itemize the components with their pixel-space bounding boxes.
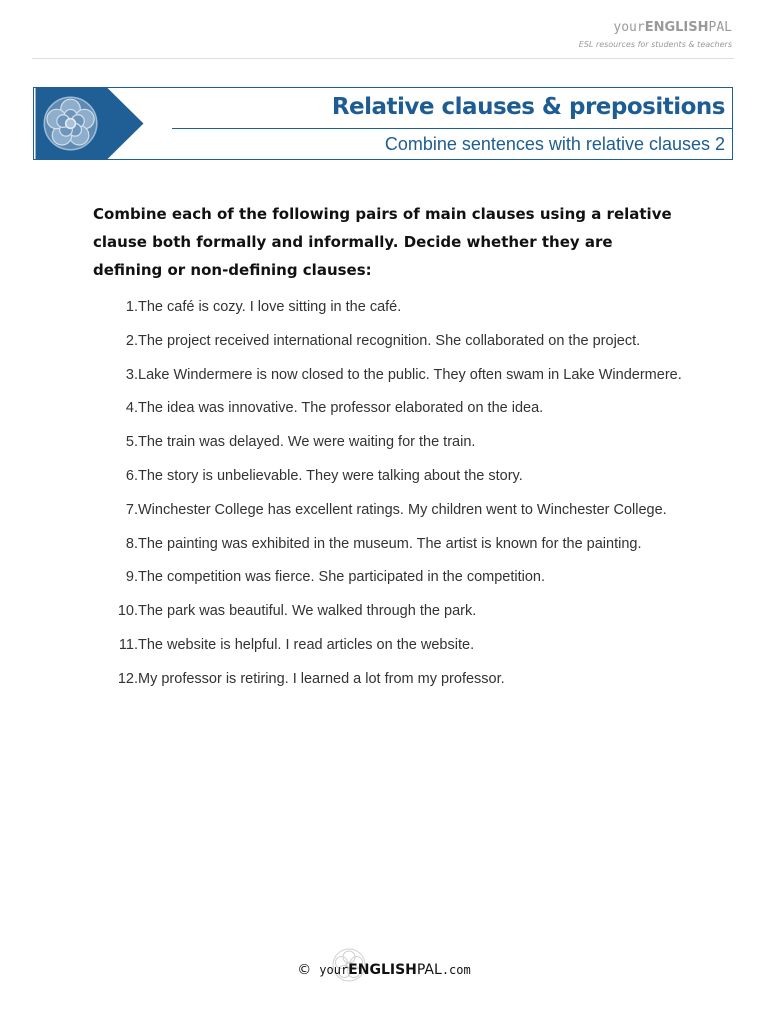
item-text: Lake Windermere is now closed to the public. They often swam in Lake Windermere. [138, 366, 682, 383]
list-item [110, 566, 690, 590]
footer-prefix: your [319, 963, 349, 977]
brand-name-light: PAL [708, 20, 732, 35]
brand-tagline: ESL resources for students & teachers [578, 40, 732, 49]
page-title: Relative clauses & prepositions [331, 94, 725, 120]
list-item [110, 296, 690, 320]
item-number: 1. [125, 299, 138, 315]
brand-prefix: your [613, 20, 645, 35]
item-number: 12. [117, 670, 138, 687]
item-number: 5. [125, 434, 138, 451]
item-number: 2. [125, 332, 138, 349]
copyright-symbol: © [297, 962, 312, 978]
item-text: The painting was exhibited in the museum. The artist is known for the painting. [138, 535, 642, 552]
item-text: The project received international recognition. She collaborated on the project. [138, 332, 641, 349]
brand-name-bold: ENGLISH [644, 20, 709, 35]
list-item [110, 330, 690, 354]
item-number: 6. [125, 467, 138, 484]
item-text: The idea was innovative. The professor elaborated on the idea. [138, 400, 544, 417]
list-item [110, 634, 690, 658]
item-number: 9. [125, 569, 138, 586]
item-number: 10. [117, 603, 138, 620]
item-number: 3. [125, 366, 138, 383]
brand-logo [579, 20, 732, 36]
item-text: The train was delayed. We were waiting for the train. [138, 434, 476, 451]
item-text: The website is helpful. I read articles on the website. [138, 636, 475, 653]
list-item [110, 431, 690, 455]
list-item [110, 499, 690, 523]
list-item [110, 397, 690, 421]
footer-name-light: PAL [416, 962, 442, 978]
item-text: The story is unbelievable. They were talking about the story. [138, 467, 523, 484]
footer [0, 948, 768, 988]
instructions: Combine each of the following pairs of main clauses using a relative clause both formally and informally. Decide whether they are defining or non-defining clauses: [93, 205, 672, 279]
footer-domain: .com [441, 963, 471, 977]
tudor-rose-icon [34, 88, 146, 159]
footer-copyright [0, 962, 768, 978]
list-item [110, 364, 690, 388]
item-number: 4. [125, 400, 138, 417]
item-text: The park was beautiful. We walked through the park. [138, 603, 477, 620]
item-number: 8. [125, 535, 138, 552]
header-divider [172, 128, 732, 129]
list-item [110, 668, 690, 692]
item-text: The café is cozy. I love sitting in the café. [138, 299, 402, 315]
header-banner [33, 87, 733, 160]
page-subtitle: Combine sentences with relative clauses 2 [384, 134, 725, 154]
list-item [110, 600, 690, 624]
brand-divider [32, 58, 734, 59]
exercise-list [110, 296, 690, 702]
list-item [110, 533, 690, 557]
item-number: 7. [125, 501, 138, 518]
list-item [110, 465, 690, 489]
brand-block [579, 20, 732, 49]
item-text: Winchester College has excellent ratings. My children went to Winchester College. [138, 501, 667, 518]
footer-name-bold: ENGLISH [348, 962, 417, 978]
item-number: 11. [118, 636, 138, 653]
item-text: My professor is retiring. I learned a lot from my professor. [138, 670, 505, 687]
item-text: The competition was fierce. She participated in the competition. [138, 569, 546, 586]
